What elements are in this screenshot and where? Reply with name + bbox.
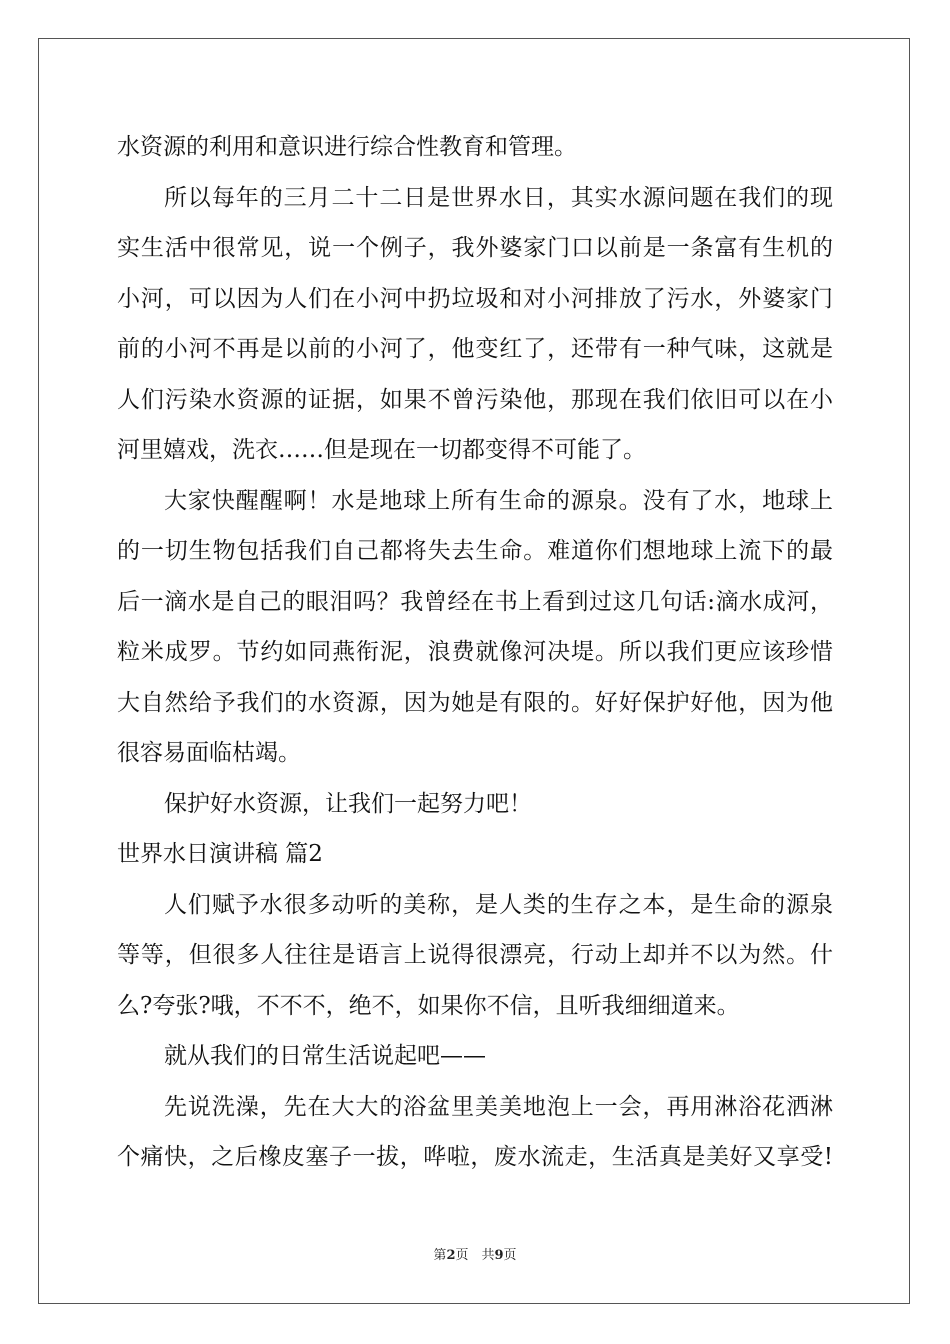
text-line: 河里嬉戏，洗衣……但是现在一切都变得不可能了。 — [117, 437, 646, 463]
text-line: 么?夸张?哦，不不不，绝不，如果你不信，且听我细细道来。 — [117, 992, 740, 1019]
text-line: 人们赋予水很多动听的美称，是人类的生存之本，是生命的源泉 — [164, 891, 833, 918]
footer-suffix: 页 — [503, 1248, 517, 1263]
text-line: 很容易面临枯竭。 — [117, 740, 301, 766]
footer-prefix: 第 — [433, 1248, 447, 1263]
text-line: 粒米成罗。节约如同燕衔泥，浪费就像河决堤。所以我们更应该珍惜 — [117, 639, 833, 665]
footer-middle: 页 共 — [455, 1248, 495, 1263]
text-line: 后一滴水是自己的眼泪吗？我曾经在书上看到过这几句话:滴水成河， — [117, 588, 833, 615]
text-line: 实生活中很常见，说一个例子，我外婆家门口以前是一条富有生机的 — [117, 235, 833, 261]
text-line: 水资源的利用和意识进行综合性教育和管理。 — [117, 134, 577, 160]
footer-total-pages: 9 — [494, 1248, 504, 1263]
text-line: 所以每年的三月二十二日是世界水日，其实水源问题在我们的现 — [164, 184, 833, 211]
text-line: 世界水日演讲稿 篇2 — [117, 841, 323, 867]
text-line: 就从我们的日常生活说起吧—— — [164, 1043, 486, 1069]
text-line: 大家快醒醒啊！水是地球上所有生命的源泉。没有了水，地球上 — [164, 487, 833, 514]
text-line: 的一切生物包括我们自己都将失去生命。难道你们想地球上流下的最 — [117, 538, 833, 564]
footer-current-page: 2 — [446, 1248, 456, 1263]
text-line: 大自然给予我们的水资源，因为她是有限的。好好保护好他，因为他 — [117, 689, 833, 716]
text-line: 保护好水资源，让我们一起努力吧！ — [164, 790, 532, 817]
page-footer — [0, 1244, 950, 1263]
text-line: 个痛快，之后橡皮塞子一拔，哗啦，废水流走，生活真是美好又享受! — [117, 1144, 833, 1170]
text-line: 先说洗澡，先在大大的浴盆里美美地泡上一会，再用淋浴花洒淋 — [164, 1093, 833, 1120]
text-line: 前的小河不再是以前的小河了，他变红了，还带有一种气味，这就是 — [117, 336, 833, 362]
text-line: 等等，但很多人往往是语言上说得很漂亮，行动上却并不以为然。什 — [117, 942, 833, 968]
text-line: 人们污染水资源的证据，如果不曾污染他，那现在我们依旧可以在小 — [117, 386, 833, 413]
document-body — [117, 122, 833, 1183]
text-line: 小河，可以因为人们在小河中扔垃圾和对小河排放了污水，外婆家门 — [117, 285, 833, 312]
